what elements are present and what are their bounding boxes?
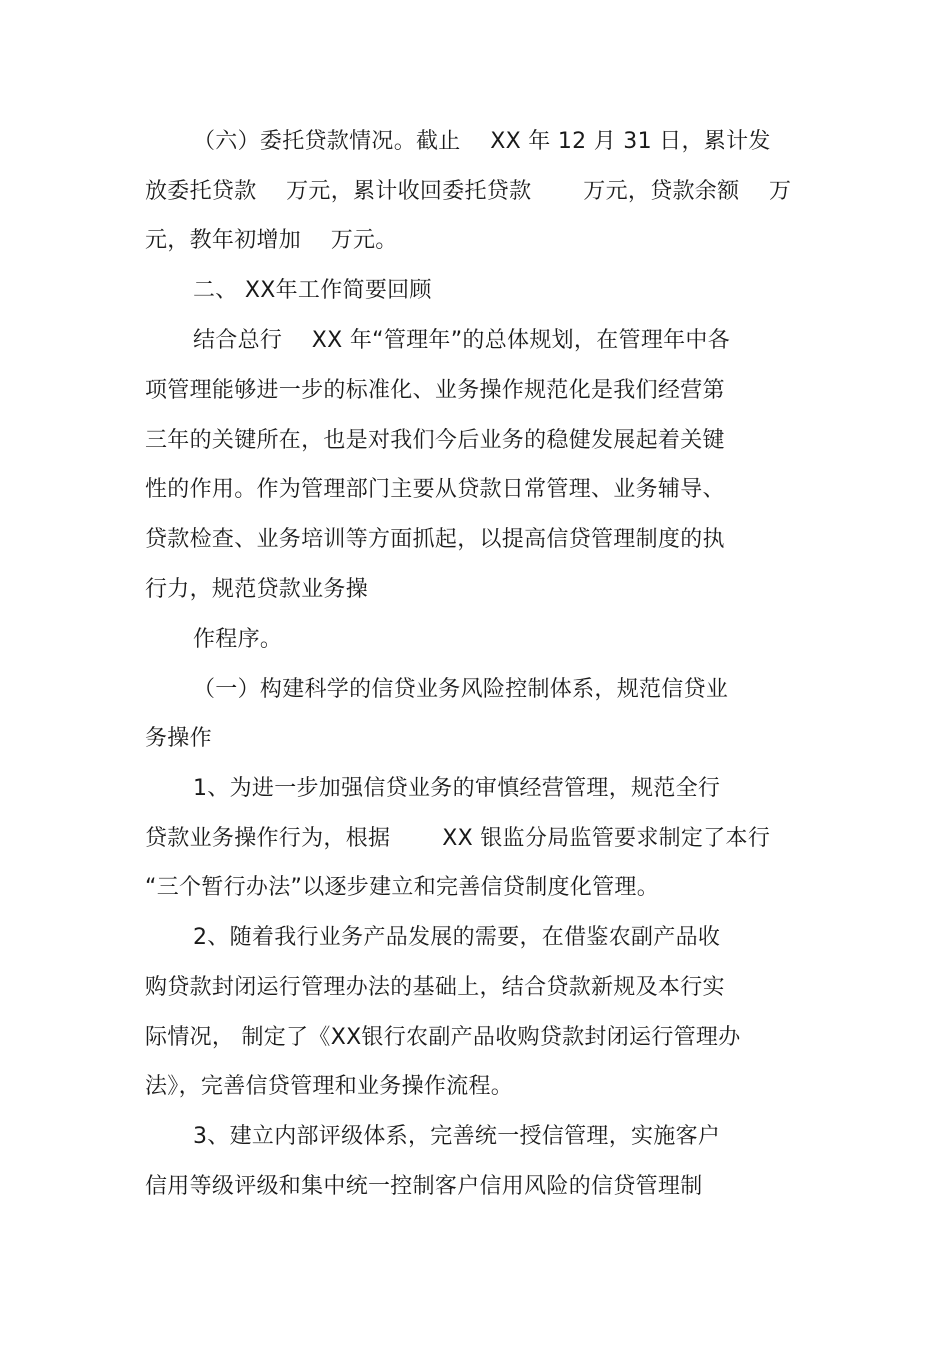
section-heading: 二、 XX年工作简要回顾 — [193, 278, 432, 303]
text-line: 贷款业务操作行为，根据 XX 银监分局监管要求制定了本行 — [145, 826, 771, 851]
text-line: “三个暂行办法”以逐步建立和完善信贷制度化管理。 — [145, 875, 659, 900]
text-line: 2、随着我行业务产品发展的需要，在借鉴农副产品收 — [193, 925, 721, 950]
text-line: （六）委托贷款情况。截止 XX 年 12 月 31 日，累计发 — [193, 129, 771, 154]
text-line: 性的作用。作为管理部门主要从贷款日常管理、业务辅导、 — [145, 477, 725, 502]
text-line: 3、建立内部评级体系，完善统一授信管理，实施客户 — [193, 1124, 721, 1149]
text-line: 法》，完善信贷管理和业务操作流程。 — [145, 1074, 514, 1099]
text-line: 项管理能够进一步的标准化、业务操作规范化是我们经营第 — [145, 378, 725, 403]
text-line: 作程序。 — [193, 627, 283, 652]
text-line: 贷款检查、业务培训等方面抓起，以提高信贷管理制度的执 — [145, 527, 725, 552]
text-line: 放委托贷款 万元，累计收回委托贷款 万元，贷款余额 万 — [145, 179, 792, 204]
text-line: 元，教年初增加 万元。 — [145, 228, 398, 253]
text-line: 务操作 — [145, 726, 212, 751]
text-line: 结合总行 XX 年“管理年”的总体规划，在管理年中各 — [193, 328, 731, 353]
subsection-heading: （一）构建科学的信贷业务风险控制体系，规范信贷业 — [193, 677, 729, 702]
text-line: 购贷款封闭运行管理办法的基础上，结合贷款新规及本行实 — [145, 975, 725, 1000]
text-line: 三年的关键所在，也是对我们今后业务的稳健发展起着关键 — [145, 428, 725, 453]
text-line: 际情况， 制定了《XX银行农副产品收购贷款封闭运行管理办 — [145, 1025, 741, 1050]
text-line: 行力，规范贷款业务操 — [145, 577, 369, 602]
text-line: 信用等级评级和集中统一控制客户信用风险的信贷管理制 — [145, 1174, 703, 1199]
text-line: 1、为进一步加强信贷业务的审慎经营管理，规范全行 — [193, 776, 721, 801]
